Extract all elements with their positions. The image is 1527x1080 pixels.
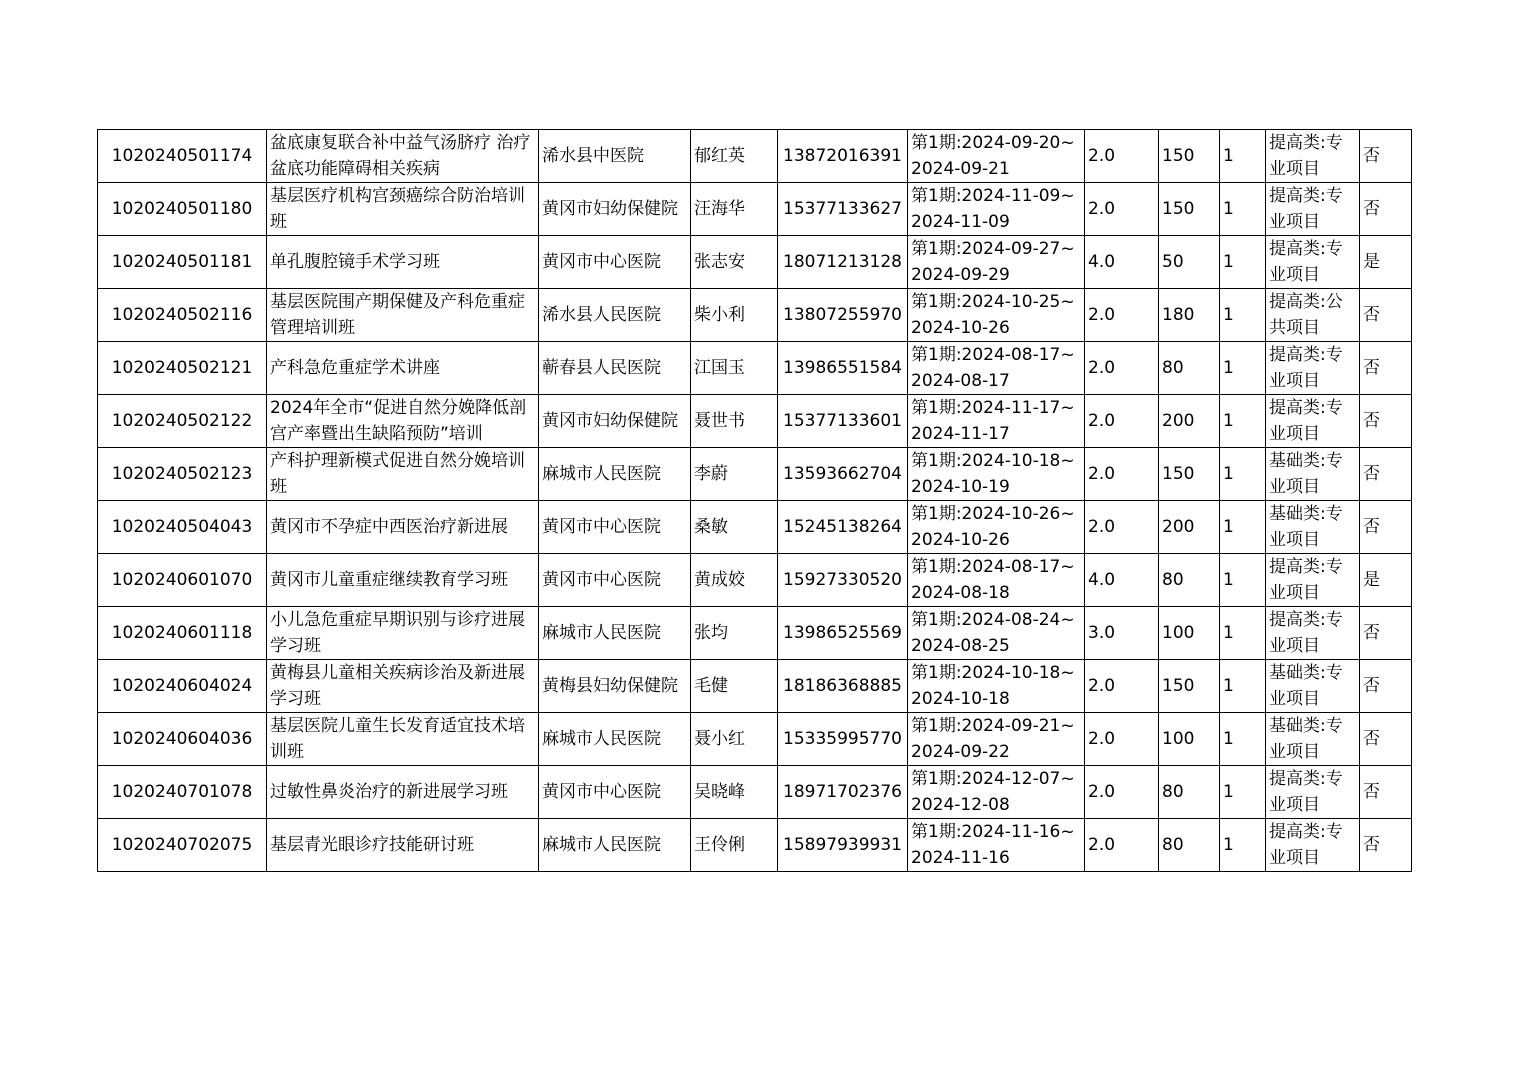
- credit-cell: 4.0: [1085, 554, 1159, 607]
- count-cell: 180: [1159, 289, 1220, 342]
- flag-cell: 否: [1360, 289, 1412, 342]
- project-type-cell: 提高类:专业项目: [1266, 554, 1360, 607]
- project-type-cell: 提高类:专业项目: [1266, 130, 1360, 183]
- phone-cell: 18186368885: [778, 660, 908, 713]
- credit-cell: 2.0: [1085, 766, 1159, 819]
- table-row: [98, 554, 1412, 607]
- flag-cell: 否: [1360, 766, 1412, 819]
- count-cell: 200: [1159, 501, 1220, 554]
- phone-cell: 13986551584: [778, 342, 908, 395]
- project-name-cell: 基层医院围产期保健及产科危重症管理培训班: [267, 289, 539, 342]
- project-name-cell: 2024年全市“促进自然分娩降低剖宫产率暨出生缺陷预防”培训: [267, 395, 539, 448]
- flag-cell: 否: [1360, 607, 1412, 660]
- period-cell: 第1期:2024-08-24~2024-08-25: [908, 607, 1085, 660]
- times-cell: 1: [1220, 713, 1266, 766]
- project-name-cell: 盆底康复联合补中益气汤脐疗 治疗盆底功能障碍相关疾病: [267, 130, 539, 183]
- times-cell: 1: [1220, 554, 1266, 607]
- times-cell: 1: [1220, 183, 1266, 236]
- project-id-cell: 1020240504043: [98, 501, 267, 554]
- flag-cell: 否: [1360, 660, 1412, 713]
- organizer-cell: 黄冈市妇幼保健院: [539, 395, 691, 448]
- table-row: [98, 183, 1412, 236]
- period-cell: 第1期:2024-09-20~2024-09-21: [908, 130, 1085, 183]
- count-cell: 80: [1159, 342, 1220, 395]
- project-id-cell: 1020240501180: [98, 183, 267, 236]
- count-cell: 200: [1159, 395, 1220, 448]
- organizer-cell: 麻城市人民医院: [539, 607, 691, 660]
- count-cell: 150: [1159, 130, 1220, 183]
- credit-cell: 2.0: [1085, 713, 1159, 766]
- count-cell: 150: [1159, 660, 1220, 713]
- times-cell: 1: [1220, 342, 1266, 395]
- project-id-cell: 1020240501181: [98, 236, 267, 289]
- flag-cell: 否: [1360, 501, 1412, 554]
- contact-person-cell: 王伶俐: [691, 819, 778, 872]
- period-cell: 第1期:2024-08-17~2024-08-18: [908, 554, 1085, 607]
- contact-person-cell: 聂世书: [691, 395, 778, 448]
- phone-cell: 13593662704: [778, 448, 908, 501]
- organizer-cell: 麻城市人民医院: [539, 713, 691, 766]
- organizer-cell: 麻城市人民医院: [539, 819, 691, 872]
- times-cell: 1: [1220, 660, 1266, 713]
- project-table: [97, 129, 1412, 872]
- flag-cell: 否: [1360, 819, 1412, 872]
- times-cell: 1: [1220, 236, 1266, 289]
- organizer-cell: 黄冈市中心医院: [539, 554, 691, 607]
- phone-cell: 18071213128: [778, 236, 908, 289]
- contact-person-cell: 聂小红: [691, 713, 778, 766]
- project-type-cell: 基础类:专业项目: [1266, 501, 1360, 554]
- organizer-cell: 黄冈市中心医院: [539, 766, 691, 819]
- table-row: [98, 395, 1412, 448]
- count-cell: 150: [1159, 448, 1220, 501]
- project-id-cell: 1020240702075: [98, 819, 267, 872]
- phone-cell: 15377133601: [778, 395, 908, 448]
- organizer-cell: 麻城市人民医院: [539, 448, 691, 501]
- project-type-cell: 提高类:专业项目: [1266, 183, 1360, 236]
- organizer-cell: 浠水县中医院: [539, 130, 691, 183]
- times-cell: 1: [1220, 766, 1266, 819]
- contact-person-cell: 柴小利: [691, 289, 778, 342]
- project-name-cell: 小儿急危重症早期识别与诊疗进展学习班: [267, 607, 539, 660]
- project-type-cell: 提高类:专业项目: [1266, 395, 1360, 448]
- period-cell: 第1期:2024-10-18~2024-10-19: [908, 448, 1085, 501]
- period-cell: 第1期:2024-11-16~2024-11-16: [908, 819, 1085, 872]
- period-cell: 第1期:2024-08-17~2024-08-17: [908, 342, 1085, 395]
- project-name-cell: 基层青光眼诊疗技能研讨班: [267, 819, 539, 872]
- count-cell: 50: [1159, 236, 1220, 289]
- project-type-cell: 提高类:专业项目: [1266, 607, 1360, 660]
- organizer-cell: 黄冈市中心医院: [539, 236, 691, 289]
- credit-cell: 2.0: [1085, 342, 1159, 395]
- times-cell: 1: [1220, 819, 1266, 872]
- project-type-cell: 提高类:公共项目: [1266, 289, 1360, 342]
- project-name-cell: 产科护理新模式促进自然分娩培训班: [267, 448, 539, 501]
- phone-cell: 15245138264: [778, 501, 908, 554]
- period-cell: 第1期:2024-09-27~2024-09-29: [908, 236, 1085, 289]
- flag-cell: 否: [1360, 395, 1412, 448]
- contact-person-cell: 张均: [691, 607, 778, 660]
- project-name-cell: 基层医院儿童生长发育适宜技术培训班: [267, 713, 539, 766]
- count-cell: 100: [1159, 607, 1220, 660]
- project-id-cell: 1020240502123: [98, 448, 267, 501]
- project-name-cell: 黄冈市儿童重症继续教育学习班: [267, 554, 539, 607]
- times-cell: 1: [1220, 289, 1266, 342]
- flag-cell: 否: [1360, 713, 1412, 766]
- project-id-cell: 1020240502116: [98, 289, 267, 342]
- table-row: [98, 448, 1412, 501]
- count-cell: 100: [1159, 713, 1220, 766]
- credit-cell: 2.0: [1085, 183, 1159, 236]
- times-cell: 1: [1220, 395, 1266, 448]
- organizer-cell: 黄冈市妇幼保健院: [539, 183, 691, 236]
- period-cell: 第1期:2024-10-25~2024-10-26: [908, 289, 1085, 342]
- count-cell: 80: [1159, 766, 1220, 819]
- contact-person-cell: 黄成姣: [691, 554, 778, 607]
- phone-cell: 13872016391: [778, 130, 908, 183]
- project-id-cell: 1020240604024: [98, 660, 267, 713]
- count-cell: 80: [1159, 554, 1220, 607]
- times-cell: 1: [1220, 448, 1266, 501]
- project-name-cell: 产科急危重症学术讲座: [267, 342, 539, 395]
- phone-cell: 15927330520: [778, 554, 908, 607]
- project-name-cell: 黄冈市不孕症中西医治疗新进展: [267, 501, 539, 554]
- credit-cell: 3.0: [1085, 607, 1159, 660]
- project-id-cell: 1020240604036: [98, 713, 267, 766]
- period-cell: 第1期:2024-10-18~2024-10-18: [908, 660, 1085, 713]
- table-row: [98, 130, 1412, 183]
- period-cell: 第1期:2024-09-21~2024-09-22: [908, 713, 1085, 766]
- table-row: [98, 607, 1412, 660]
- project-name-cell: 过敏性鼻炎治疗的新进展学习班: [267, 766, 539, 819]
- project-type-cell: 提高类:专业项目: [1266, 819, 1360, 872]
- table-row: [98, 766, 1412, 819]
- table-row: [98, 660, 1412, 713]
- project-type-cell: 基础类:专业项目: [1266, 660, 1360, 713]
- organizer-cell: 黄梅县妇幼保健院: [539, 660, 691, 713]
- credit-cell: 2.0: [1085, 819, 1159, 872]
- contact-person-cell: 李蔚: [691, 448, 778, 501]
- credit-cell: 2.0: [1085, 130, 1159, 183]
- table-row: [98, 501, 1412, 554]
- table-row: [98, 289, 1412, 342]
- contact-person-cell: 郁红英: [691, 130, 778, 183]
- flag-cell: 是: [1360, 554, 1412, 607]
- phone-cell: 15377133627: [778, 183, 908, 236]
- credit-cell: 2.0: [1085, 448, 1159, 501]
- period-cell: 第1期:2024-11-17~2024-11-17: [908, 395, 1085, 448]
- project-id-cell: 1020240501174: [98, 130, 267, 183]
- project-id-cell: 1020240701078: [98, 766, 267, 819]
- table-row: [98, 713, 1412, 766]
- times-cell: 1: [1220, 607, 1266, 660]
- organizer-cell: 浠水县人民医院: [539, 289, 691, 342]
- project-id-cell: 1020240601070: [98, 554, 267, 607]
- times-cell: 1: [1220, 501, 1266, 554]
- count-cell: 80: [1159, 819, 1220, 872]
- credit-cell: 2.0: [1085, 660, 1159, 713]
- times-cell: 1: [1220, 130, 1266, 183]
- phone-cell: 13986525569: [778, 607, 908, 660]
- period-cell: 第1期:2024-11-09~2024-11-09: [908, 183, 1085, 236]
- contact-person-cell: 张志安: [691, 236, 778, 289]
- project-name-cell: 单孔腹腔镜手术学习班: [267, 236, 539, 289]
- period-cell: 第1期:2024-10-26~2024-10-26: [908, 501, 1085, 554]
- contact-person-cell: 桑敏: [691, 501, 778, 554]
- organizer-cell: 蕲春县人民医院: [539, 342, 691, 395]
- project-id-cell: 1020240502122: [98, 395, 267, 448]
- flag-cell: 否: [1360, 183, 1412, 236]
- phone-cell: 13807255970: [778, 289, 908, 342]
- table-row: [98, 342, 1412, 395]
- project-name-cell: 基层医疗机构宫颈癌综合防治培训班: [267, 183, 539, 236]
- contact-person-cell: 汪海华: [691, 183, 778, 236]
- flag-cell: 否: [1360, 130, 1412, 183]
- project-name-cell: 黄梅县儿童相关疾病诊治及新进展学习班: [267, 660, 539, 713]
- flag-cell: 否: [1360, 342, 1412, 395]
- contact-person-cell: 吴晓峰: [691, 766, 778, 819]
- table-row: [98, 819, 1412, 872]
- organizer-cell: 黄冈市中心医院: [539, 501, 691, 554]
- credit-cell: 2.0: [1085, 395, 1159, 448]
- project-type-cell: 基础类:专业项目: [1266, 448, 1360, 501]
- credit-cell: 2.0: [1085, 501, 1159, 554]
- project-id-cell: 1020240601118: [98, 607, 267, 660]
- project-type-cell: 提高类:专业项目: [1266, 342, 1360, 395]
- period-cell: 第1期:2024-12-07~2024-12-08: [908, 766, 1085, 819]
- project-type-cell: 提高类:专业项目: [1266, 766, 1360, 819]
- phone-cell: 15897939931: [778, 819, 908, 872]
- count-cell: 150: [1159, 183, 1220, 236]
- credit-cell: 4.0: [1085, 236, 1159, 289]
- project-id-cell: 1020240502121: [98, 342, 267, 395]
- credit-cell: 2.0: [1085, 289, 1159, 342]
- flag-cell: 否: [1360, 448, 1412, 501]
- contact-person-cell: 毛健: [691, 660, 778, 713]
- contact-person-cell: 江国玉: [691, 342, 778, 395]
- table-row: [98, 236, 1412, 289]
- flag-cell: 是: [1360, 236, 1412, 289]
- phone-cell: 18971702376: [778, 766, 908, 819]
- project-type-cell: 提高类:专业项目: [1266, 236, 1360, 289]
- project-type-cell: 基础类:专业项目: [1266, 713, 1360, 766]
- phone-cell: 15335995770: [778, 713, 908, 766]
